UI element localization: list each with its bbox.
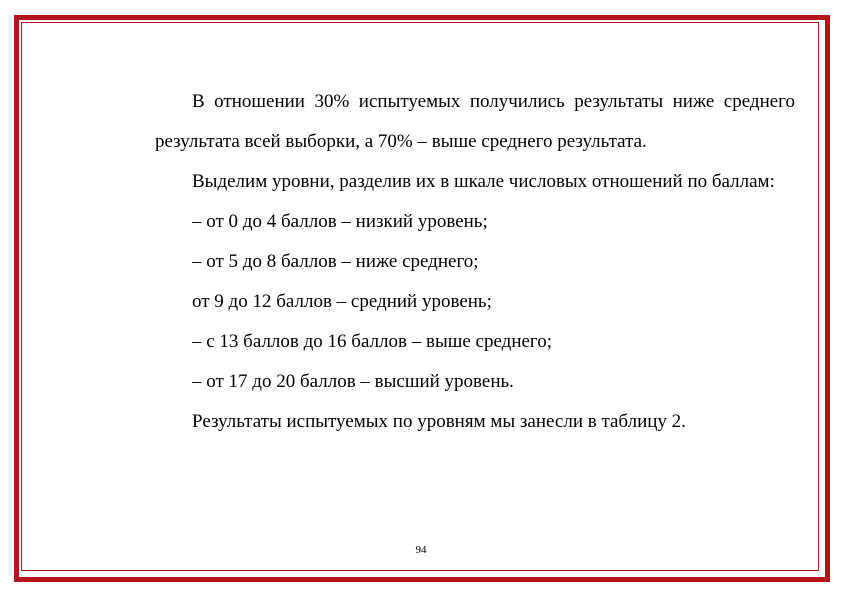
level-item-average: от 9 до 12 баллов – средний уровень; [192,291,492,312]
level-item-below-average: – от 5 до 8 баллов – ниже среднего; [192,251,479,272]
page-body [155,82,795,442]
page-number: 94 [415,544,427,556]
level-item-low: – от 0 до 4 баллов – низкий уровень; [192,211,488,232]
level-item-highest: – от 17 до 20 баллов – высший уровень. [192,371,514,392]
paragraph-levels-intro: Выделим уровни, разделив их в шкале числовых отношений по баллам: [192,171,775,192]
paragraph-table-reference: Результаты испытуемых по уровням мы занесли в таблицу 2. [192,411,686,432]
paragraph-results-summary: В отношении 30% испытуемых получились результаты ниже среднего результата всей выборки, а 70% – выше среднего результата. [155,91,795,152]
level-item-above-average: – с 13 баллов до 16 баллов – выше среднего; [192,331,553,352]
